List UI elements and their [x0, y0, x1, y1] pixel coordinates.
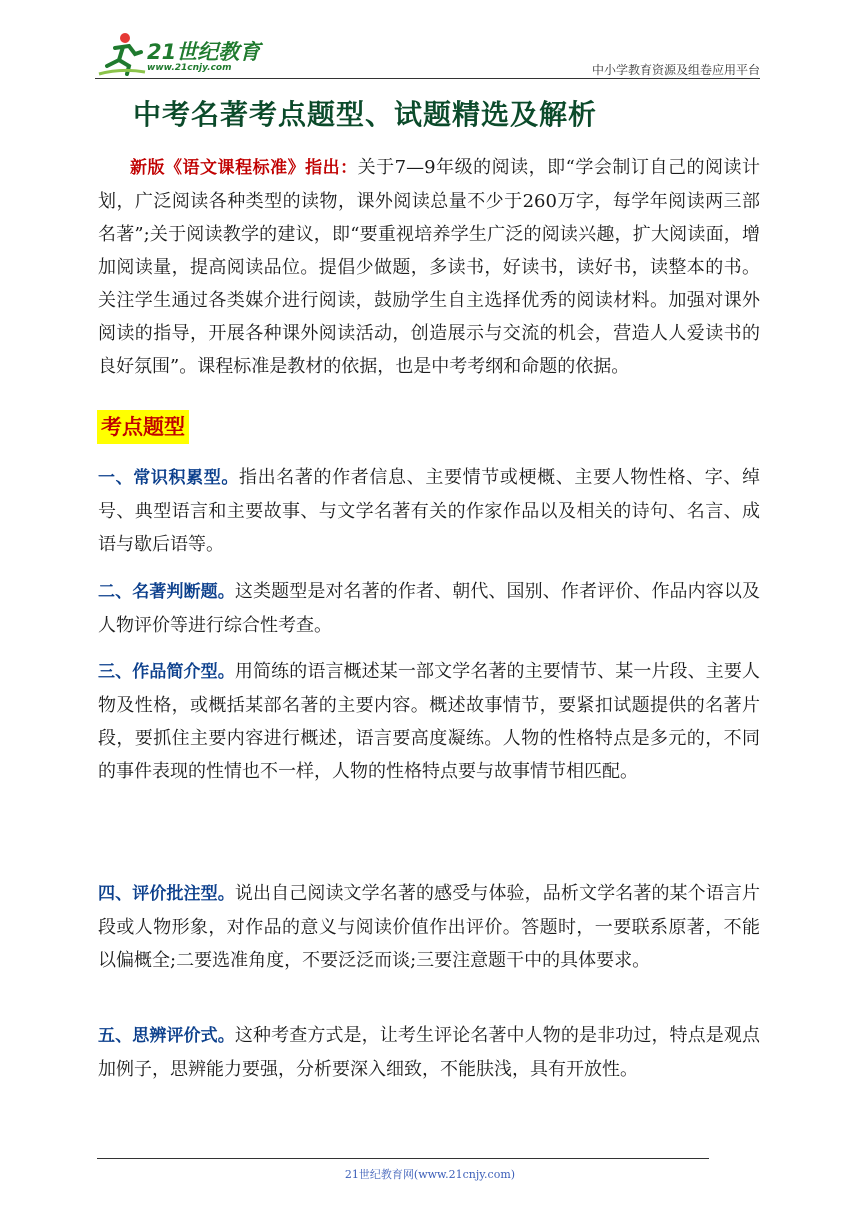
item-text: 这种考查方式是，让考生评论名著中人物的是非功过，特点是观点加例子，思辨能力要强，分析要深入细致，不能肤浅，具有开放性。: [98, 1025, 760, 1080]
item-paragraph: [98, 575, 760, 642]
item-text: 这类题型是对名著的作者、朝代、国别、作者评价、作品内容以及人物评价等进行综合性考查。: [98, 581, 760, 636]
runner-logo-icon: [95, 30, 147, 78]
item-heading: 四、评价批注型。: [98, 884, 235, 904]
intro-paragraph: [98, 151, 760, 383]
logo: [95, 30, 265, 80]
item-heading: 三、作品简介型。: [98, 662, 235, 682]
item-paragraph: [98, 1019, 760, 1086]
item-paragraph: [98, 877, 760, 977]
page-title: 中考名著考点题型、试题精选及解析: [133, 98, 598, 131]
item-heading: 五、思辨评价式。: [98, 1026, 235, 1046]
section-title: 考点题型: [97, 410, 189, 444]
header-divider: [95, 78, 760, 79]
item-text: 指出名著的作者信息、主要情节或梗概、主要人物性格、字、绰号、典型语言和主要故事、与文学名著有关的作家作品以及相关的诗句、名言、成语与歇后语等。: [98, 467, 760, 555]
logo-url: www.21cnjy.com: [147, 63, 232, 73]
footer-divider: [97, 1158, 709, 1159]
footer-link[interactable]: 21世纪教育网(www.21cnjy.com): [344, 1168, 516, 1181]
platform-label: 中小学教育资源及组卷应用平台: [591, 63, 760, 77]
item-heading: 二、名著判断题。: [98, 582, 235, 602]
page-header: [95, 30, 760, 82]
item-paragraph: [98, 655, 760, 788]
item-text: 说出自己阅读文学名著的感受与体验，品析文学名著的某个语言片段或人物形象，对作品的意义与阅读价值作出评价。答题时，一要联系原著，不能以偏概全;二要选准角度，不要泛泛而谈;三要注意题干中的具体要求。: [98, 883, 760, 971]
intro-lead: 新版《语文课程标准》指出：: [130, 158, 358, 178]
intro-text: 关于7—9年级的阅读，即“学会制订自己的阅读计划，广泛阅读各种类型的读物，课外阅读总量不少于260万字，每学年阅读两三部名著”;关于阅读教学的建议，即“要重视培养学生广泛的阅读兴趣，扩大阅读面，增加阅读量，提高阅读品位。提倡少做题，多读书，好读书，读好书，读整本的书。关注学生通过各类媒介进行阅读，鼓励学生自主选择优秀的阅读材料。加强对课外阅读的指导，开展各种课外阅读活动，创造展示与交流的机会，营造人人爱读书的良好氛围”。课程标准是教材的依据，也是中考考纲和命题的依据。: [98, 157, 760, 377]
logo-text: 21世纪教育: [147, 40, 261, 64]
item-text: 用简练的语言概述某一部文学名著的主要情节、某一片段、主要人物及性格，或概括某部名著的主要内容。概述故事情节，要紧扣试题提供的名著片段，要抓住主要内容进行概述，语言要高度凝练。人物的性格特点是多元的，不同的事件表现的性情也不一样，人物的性格特点要与故事情节相匹配。: [98, 661, 760, 782]
item-heading: 一、常识积累型。: [98, 468, 240, 488]
item-paragraph: [98, 461, 760, 561]
